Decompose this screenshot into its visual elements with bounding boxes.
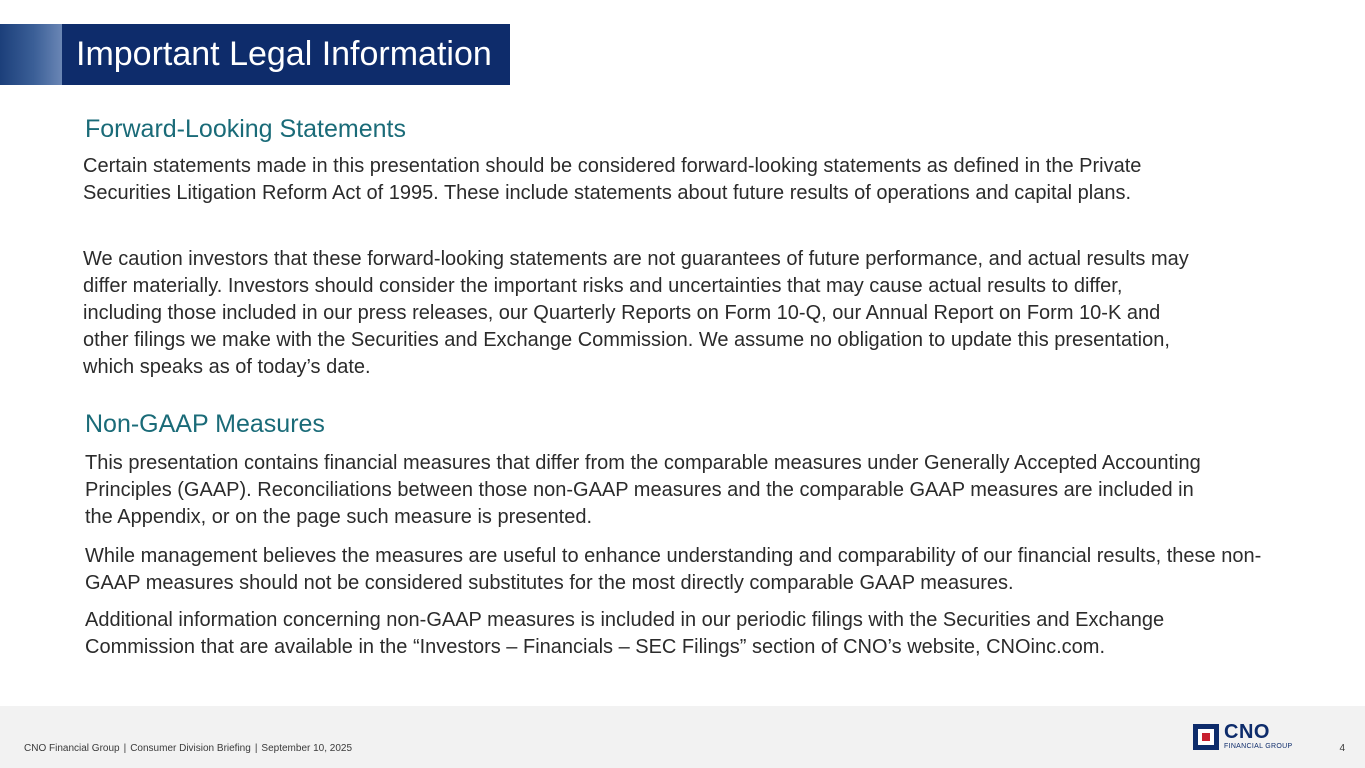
footer-separator: |: [123, 743, 127, 754]
cno-logo: [1193, 723, 1303, 751]
non-gaap-heading: Non-GAAP Measures: [85, 410, 325, 438]
footer-event: Consumer Division Briefing: [130, 743, 251, 754]
slide-title: Important Legal Information: [76, 35, 492, 73]
non-gaap-paragraph-3: Additional information concerning non-GAAP measures is included in our periodic filings with the Securities and Exchange Commission that are available in the “Investors – Financials – SEC Filings” section of CNO’s website, CNOinc.com.: [85, 609, 1165, 658]
cno-logo-mark-icon: [1193, 724, 1219, 750]
logo-subtitle: FINANCIAL GROUP: [1224, 743, 1293, 750]
non-gaap-paragraph-2: While management believes the measures are useful to enhance understanding and comparability of our financial results, these non-GAAP measures should not be considered substitutes for the most directly comparable GAAP measures.: [85, 545, 1262, 594]
non-gaap-paragraph-1: This presentation contains financial measures that differ from the comparable measures under Generally Accepted Accounting Principles (GAAP). Reconciliations between those non-GAAP measures and the comparable GAAP measures are included in the Appendix, or on the page such measure is presented.: [85, 452, 1201, 528]
footer: [0, 706, 1365, 768]
forward-looking-heading: Forward-Looking Statements: [85, 115, 406, 143]
forward-looking-paragraph-2: We caution investors that these forward-looking statements are not guarantees of future performance, and actual results may differ materially. Investors should consider the important risks and uncertainties that may cause actual results to differ, including those included in our press releases, our Quarterly Reports on Form 10-Q, our Annual Report on Form 10-K and other filings we make with the Securities and Exchange Commission. We assume no obligation to update this presentation, which speaks as of today’s date.: [83, 248, 1189, 378]
footer-separator: |: [254, 743, 258, 754]
title-bar: [62, 24, 510, 85]
footer-company: CNO Financial Group: [24, 743, 120, 754]
footer-text: [24, 743, 352, 754]
title-bar-accent: [0, 24, 62, 85]
page-number: 4: [1339, 743, 1345, 754]
forward-looking-paragraph-1: Certain statements made in this presentation should be considered forward-looking statements as defined in the Private Securities Litigation Reform Act of 1995. These include statements about future results of operations and capital plans.: [83, 155, 1142, 204]
logo-wordmark: CNO: [1224, 721, 1270, 743]
footer-date: September 10, 2025: [261, 743, 353, 754]
